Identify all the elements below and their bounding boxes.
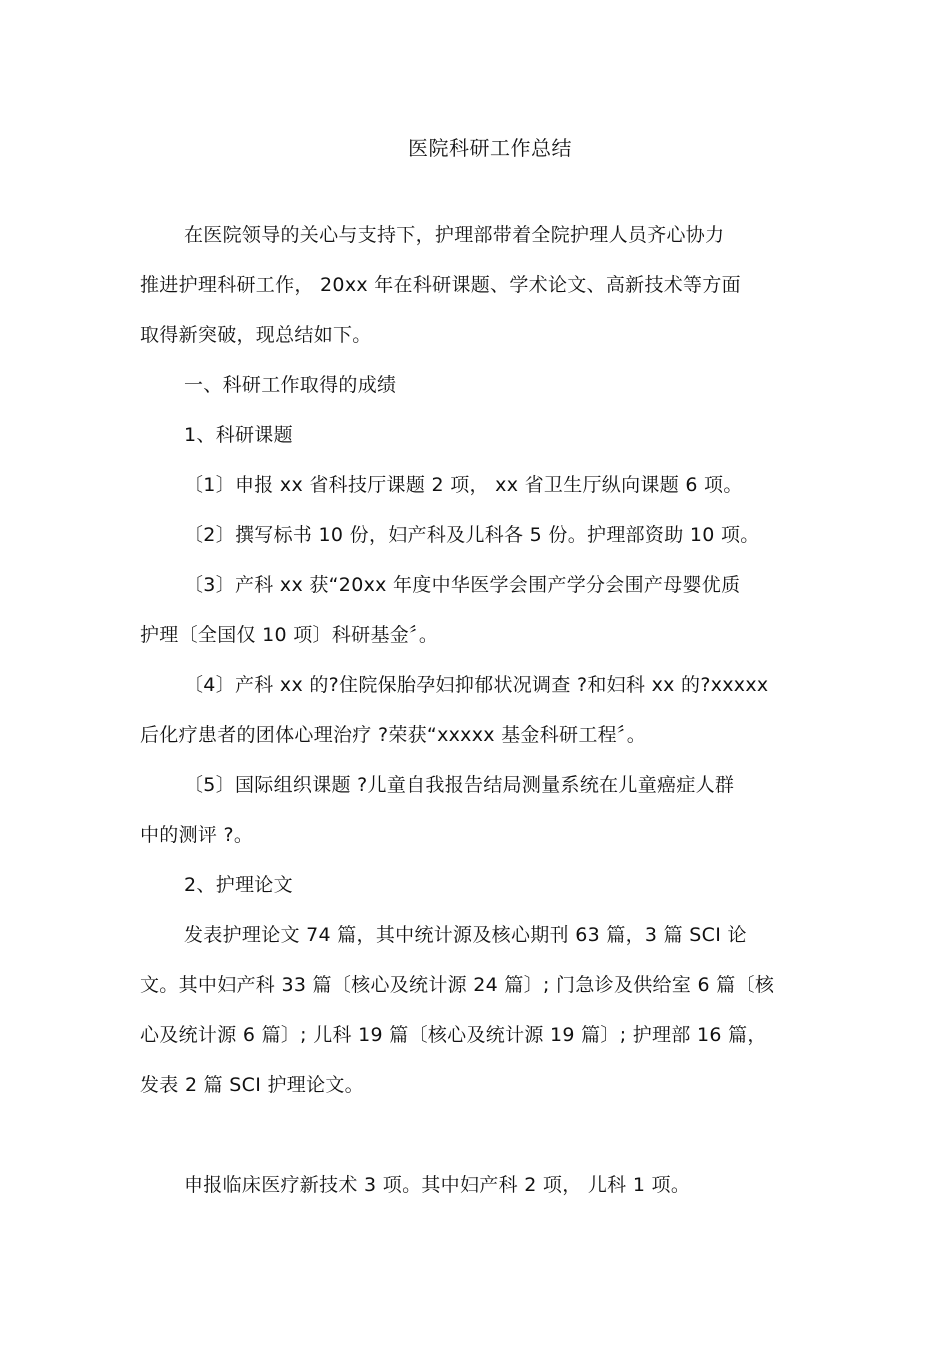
subsection-heading: 1、科研课题 [184,424,293,446]
paragraph-line: 发表护理论文 74 篇，其中统计源及核心期刊 63 篇，3 篇 SCI 论 [184,924,747,946]
list-item-continuation: 后化疗患者的团体心理治疗 ?荣获“xxxxx 基金科研工程〞。 [140,724,647,746]
paragraph-line: 取得新突破，现总结如下。 [140,324,372,346]
list-item: 〔3〕产科 xx 获“20xx 年度中华医学会围产学分会围产母婴优质 [184,574,741,596]
paragraph-line: 在医院领导的关心与支持下，护理部带着全院护理人员齐心协力 [184,224,725,246]
paragraph-line: 心及统计源 6 篇〕; 儿科 19 篇〔核心及统计源 19 篇〕; 护理部 16 篇， [140,1024,767,1046]
paragraph-line: 申报临床医疗新技术 3 项。其中妇产科 2 项， 儿科 1 项。 [184,1174,691,1196]
list-item-continuation: 护理〔全国仅 10 项〕科研基金〞。 [140,624,439,646]
document-title: 医院科研工作总结 [408,136,572,160]
subsection-heading: 2、护理论文 [184,874,293,896]
list-item: 〔4〕产科 xx 的?住院保胎孕妇抑郁状况调查 ?和妇科 xx 的?xxxxx [184,674,769,696]
paragraph-line: 文。其中妇产科 33 篇〔核心及统计源 24 篇〕; 门急诊及供给室 6 篇〔核 [140,974,775,996]
paragraph-line: 发表 2 篇 SCI 护理论文。 [140,1074,364,1096]
section-heading: 一、科研工作取得的成绩 [184,374,397,396]
list-item-continuation: 中的测评 ?。 [140,824,254,846]
list-item: 〔5〕国际组织课题 ?儿童自我报告结局测量系统在儿童癌症人群 [184,774,735,796]
list-item: 〔2〕撰写标书 10 份，妇产科及儿科各 5 份。护理部资助 10 项。 [184,524,760,546]
paragraph-line: 推进护理科研工作， 20xx 年在科研课题、学术论文、高新技术等方面 [140,274,741,296]
list-item: 〔1〕申报 xx 省科技厅课题 2 项， xx 省卫生厅纵向课题 6 项。 [184,474,743,496]
